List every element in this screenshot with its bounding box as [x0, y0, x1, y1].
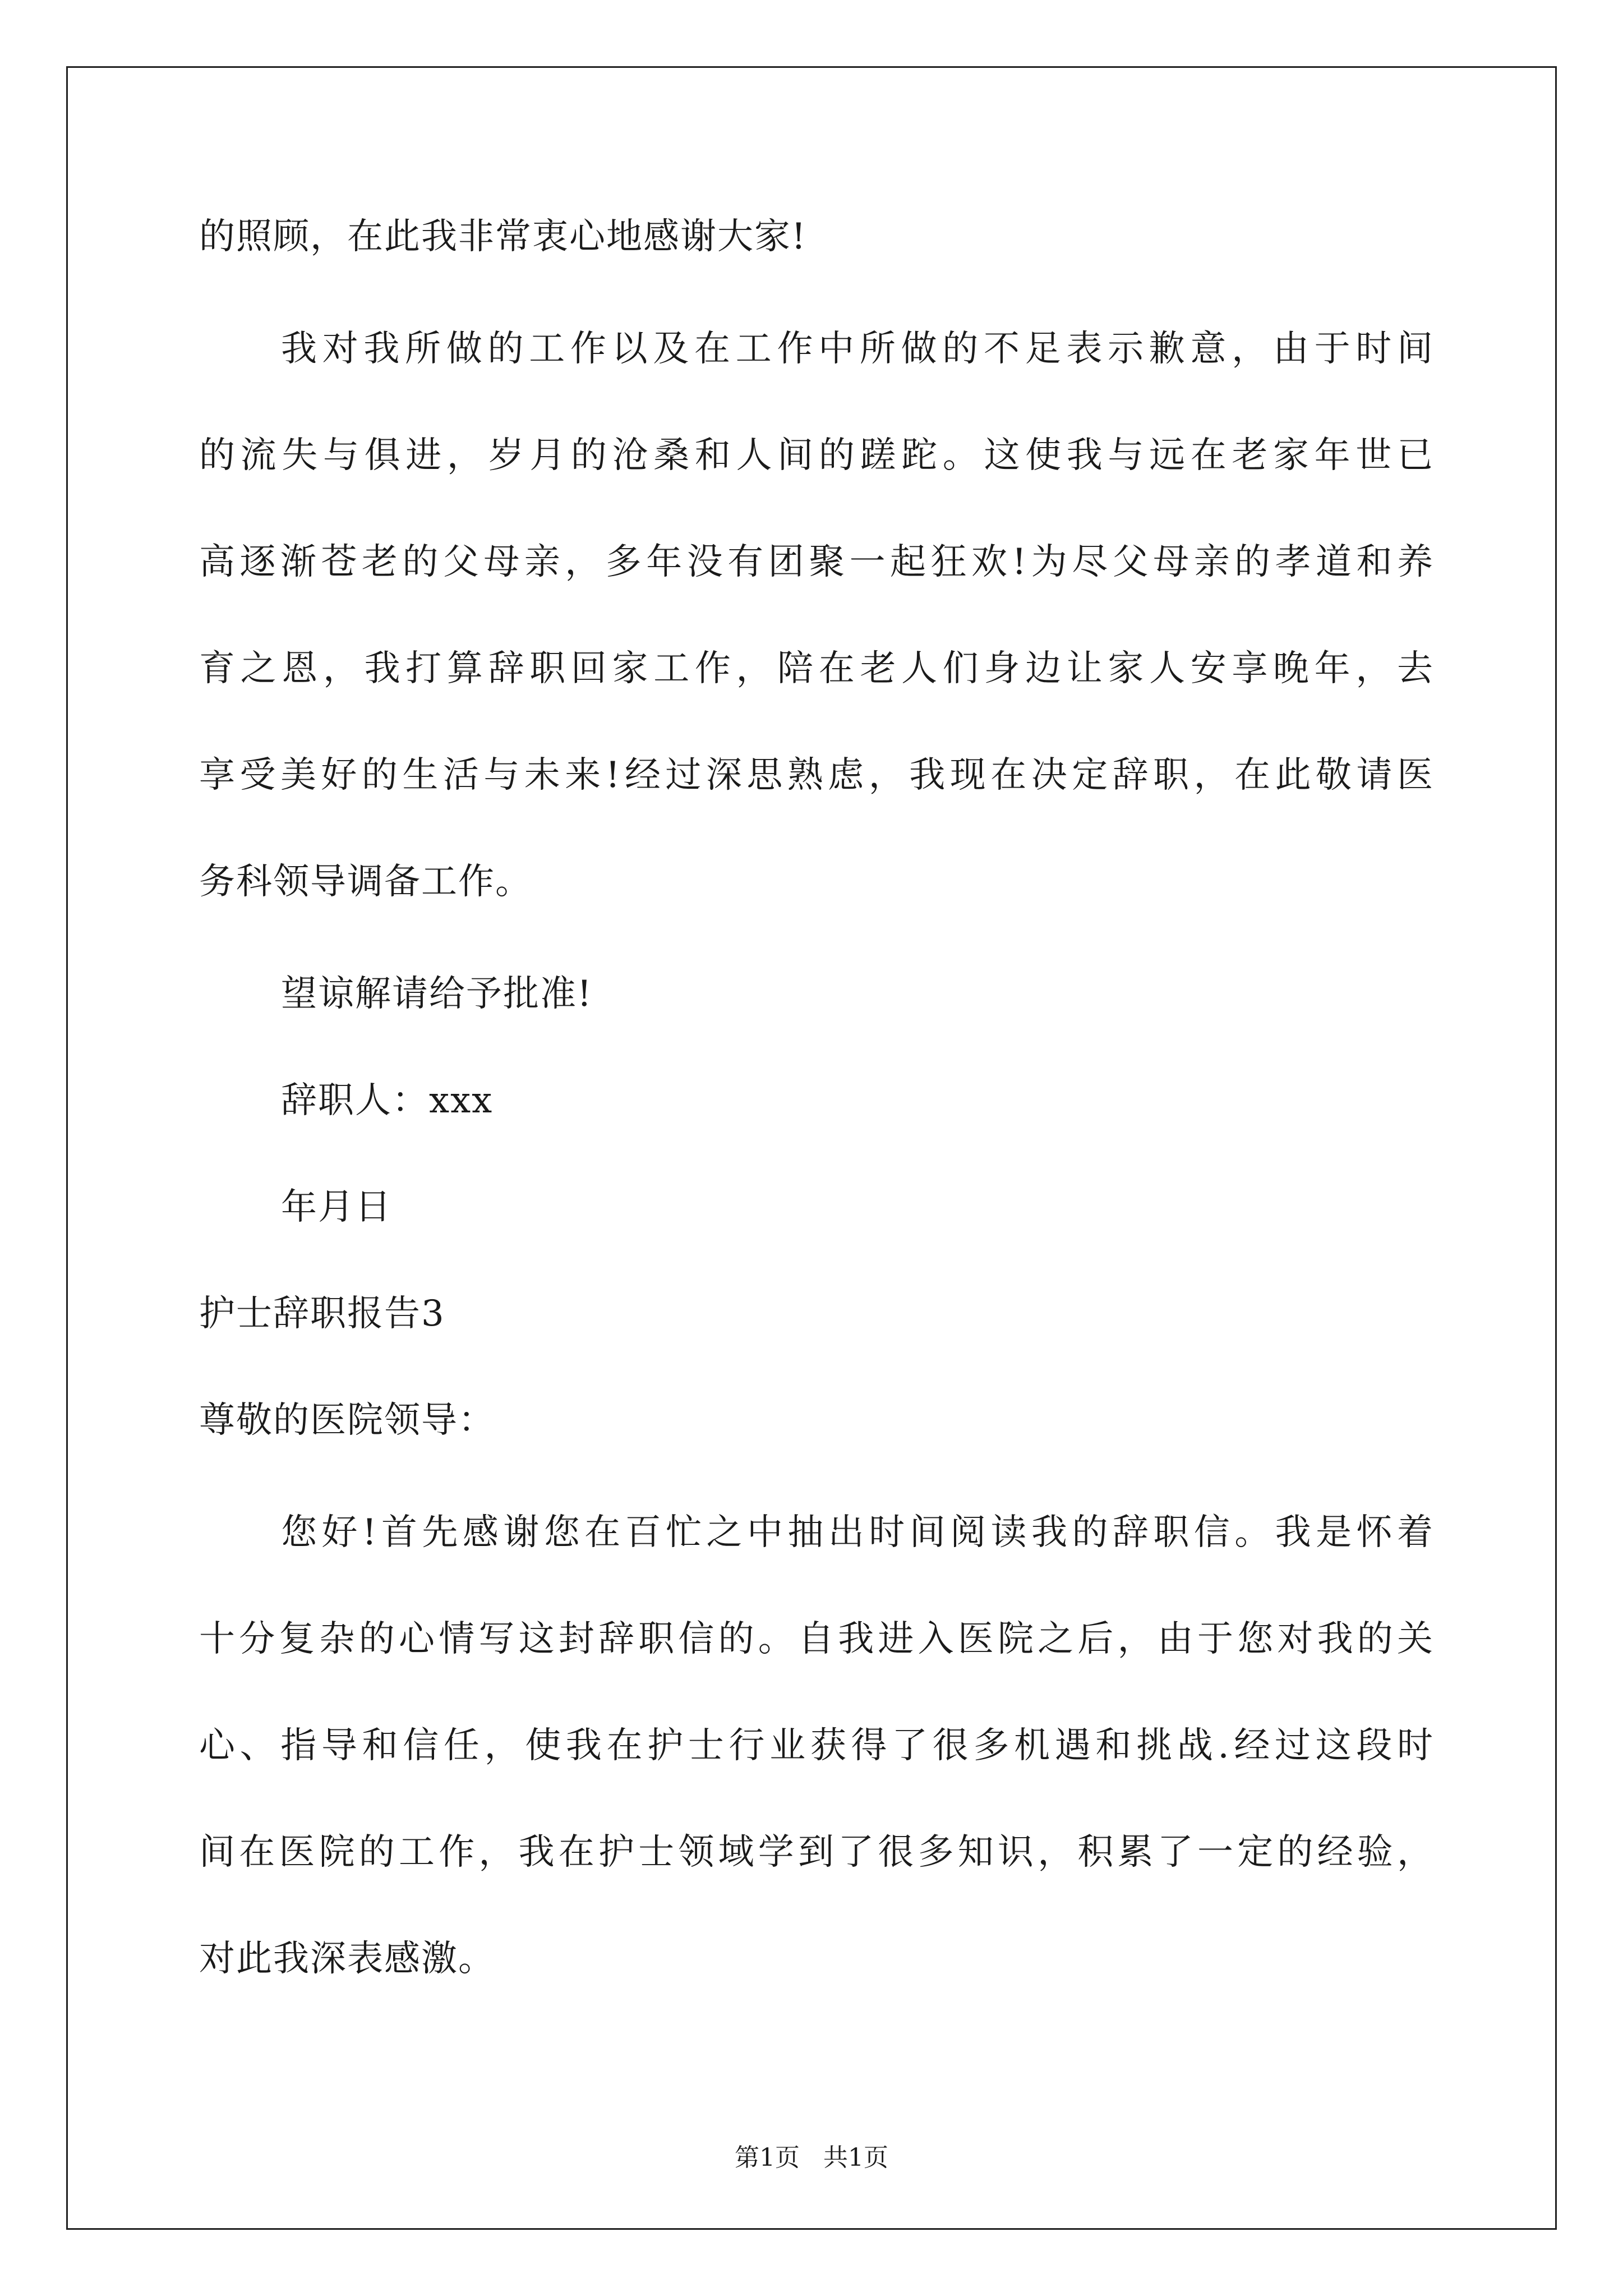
paragraph-line: 对此我深表感激。 [199, 1938, 495, 1980]
closing-request: 望谅解请给予批准! [281, 973, 593, 1015]
paragraph-line: 高逐渐苍老的父母亲，多年没有团聚一起狂欢!为尽父母亲的孝道和养 [199, 541, 1433, 583]
paragraph-line: 您好!首先感谢您在百忙之中抽出时间阅读我的辞职信。我是怀着 [281, 1512, 1433, 1553]
paragraph-line: 的照顾，在此我非常衷心地感谢大家! [199, 216, 807, 257]
paragraph-line: 我对我所做的工作以及在工作中所做的不足表示歉意，由于时间 [281, 328, 1433, 370]
paragraph-line: 享受美好的生活与未来!经过深思熟虑，我现在决定辞职，在此敬请医 [199, 754, 1433, 796]
paragraph-line: 的流失与俱进，岁月的沧桑和人间的蹉跎。这使我与远在老家年世已 [199, 435, 1433, 476]
paragraph-line: 十分复杂的心情写这封辞职信的。自我进入医院之后，由于您对我的关 [199, 1618, 1433, 1660]
page-number-footer: 第1页 共1页 [735, 2143, 888, 2172]
section-title: 护士辞职报告3 [199, 1293, 445, 1335]
salutation: 尊敬的医院领导： [199, 1400, 495, 1441]
paragraph-line: 间在医院的工作，我在护士领域学到了很多知识，积累了一定的经验， [199, 1832, 1433, 1873]
date-line: 年月日 [281, 1186, 392, 1228]
paragraph-line: 心、指导和信任，使我在护士行业获得了很多机遇和挑战.经过这段时 [199, 1725, 1433, 1766]
page-border [66, 66, 1557, 2230]
signature-line: 辞职人：xxx [281, 1080, 494, 1121]
paragraph-line: 务科领导调备工作。 [199, 861, 532, 903]
paragraph-line: 育之恩，我打算辞职回家工作，陪在老人们身边让家人安享晚年，去 [199, 648, 1433, 689]
